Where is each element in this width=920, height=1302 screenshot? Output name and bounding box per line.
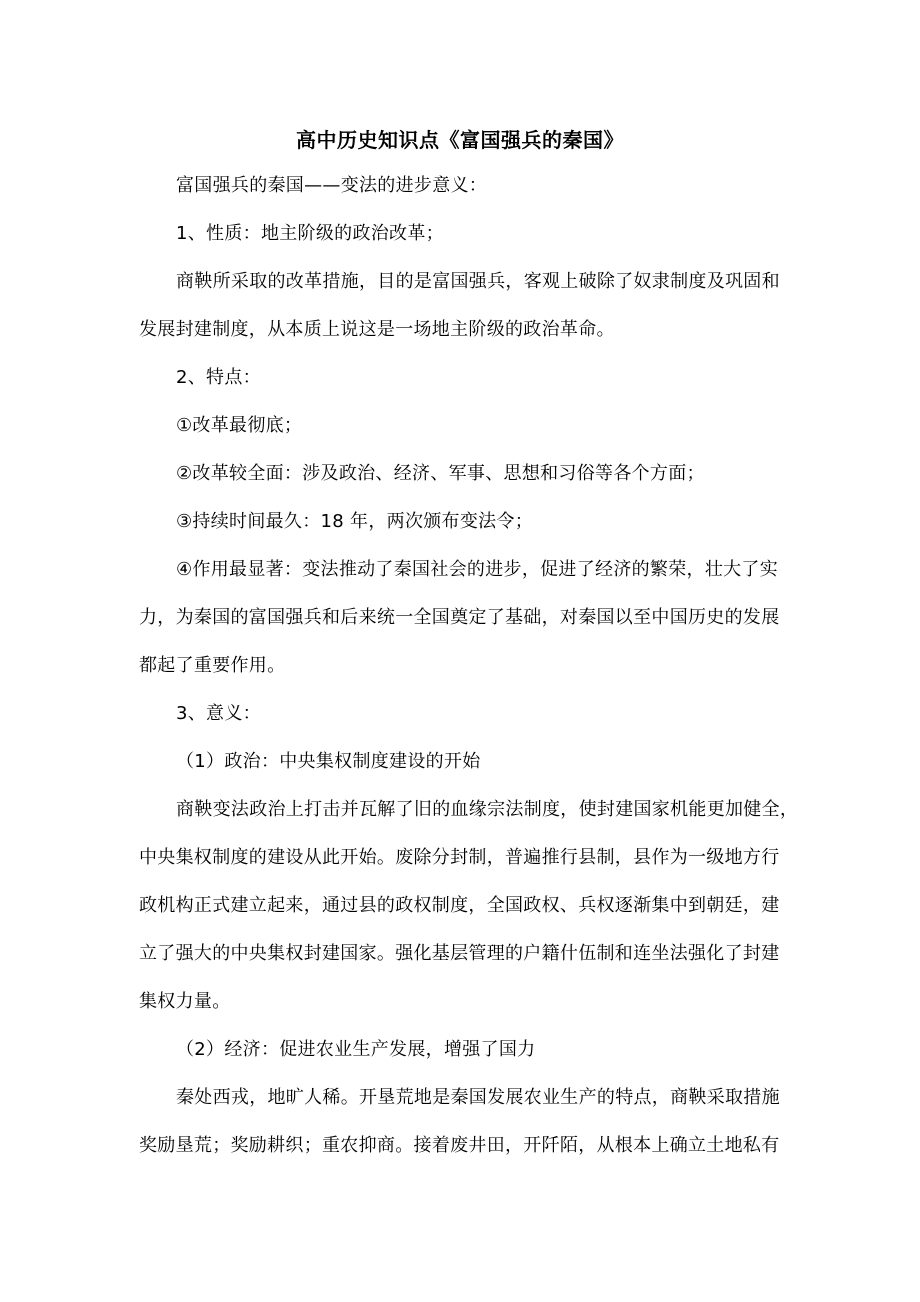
heading-features: 2、特点： <box>176 367 261 388</box>
feature-item-4-line-3: 都起了重要作用。 <box>139 655 286 676</box>
paragraph-politics-line-2: 中央集权制度的建设从此开始。废除分封制，普遍推行县制，县作为一级地方行 <box>139 847 780 868</box>
feature-item-4-line-2: 力，为秦国的富国强兵和后来统一全国奠定了基础，对秦国以至中国历史的发展 <box>139 607 780 628</box>
heading-nature: 1、性质：地主阶级的政治改革； <box>176 223 444 244</box>
paragraph-intro: 富国强兵的秦国——变法的进步意义： <box>176 175 488 196</box>
paragraph-economy-line-2: 奖励垦荒；奖励耕织；重农抑商。接着废井田，开阡陌，从根本上确立土地私有 <box>139 1135 780 1156</box>
feature-item-2: ②改革较全面：涉及政治、经济、军事、思想和习俗等各个方面； <box>176 463 705 484</box>
feature-item-1: ①改革最彻底； <box>176 415 303 436</box>
paragraph-politics-line-3: 政机构正式建立起来，通过县的政权制度，全国政权、兵权逐渐集中到朝廷，建 <box>139 895 780 916</box>
paragraph-politics-line-1: 商鞅变法政治上打击并瓦解了旧的血缘宗法制度，使封建国家机能更加健全， <box>176 799 799 820</box>
feature-item-4-line-1: ④作用最显著：变法推动了秦国社会的进步，促进了经济的繁荣，壮大了实 <box>176 559 779 580</box>
paragraph-economy-line-1: 秦处西戎，地旷人稀。开垦荒地是秦国发展农业生产的特点，商鞅采取措施 <box>176 1087 780 1108</box>
subheading-economy: （2）经济：促进农业生产发展，增强了国力 <box>176 1039 536 1060</box>
paragraph-nature-line-2: 发展封建制度，从本质上说这是一场地主阶级的政治革命。 <box>139 319 615 340</box>
heading-significance: 3、意义： <box>176 703 261 724</box>
subheading-politics: （1）政治：中央集权制度建设的开始 <box>176 751 481 772</box>
paragraph-politics-line-4: 立了强大的中央集权封建国家。强化基层管理的户籍什伍制和连坐法强化了封建 <box>139 943 780 964</box>
paragraph-nature-line-1: 商鞅所采取的改革措施，目的是富国强兵，客观上破除了奴隶制度及巩固和 <box>176 271 780 292</box>
document-title: 高中历史知识点《富国强兵的秦国》 <box>296 128 624 152</box>
feature-item-3: ③持续时间最久：18 年，两次颁布变法令； <box>176 511 534 532</box>
paragraph-politics-line-5: 集权力量。 <box>139 991 231 1012</box>
